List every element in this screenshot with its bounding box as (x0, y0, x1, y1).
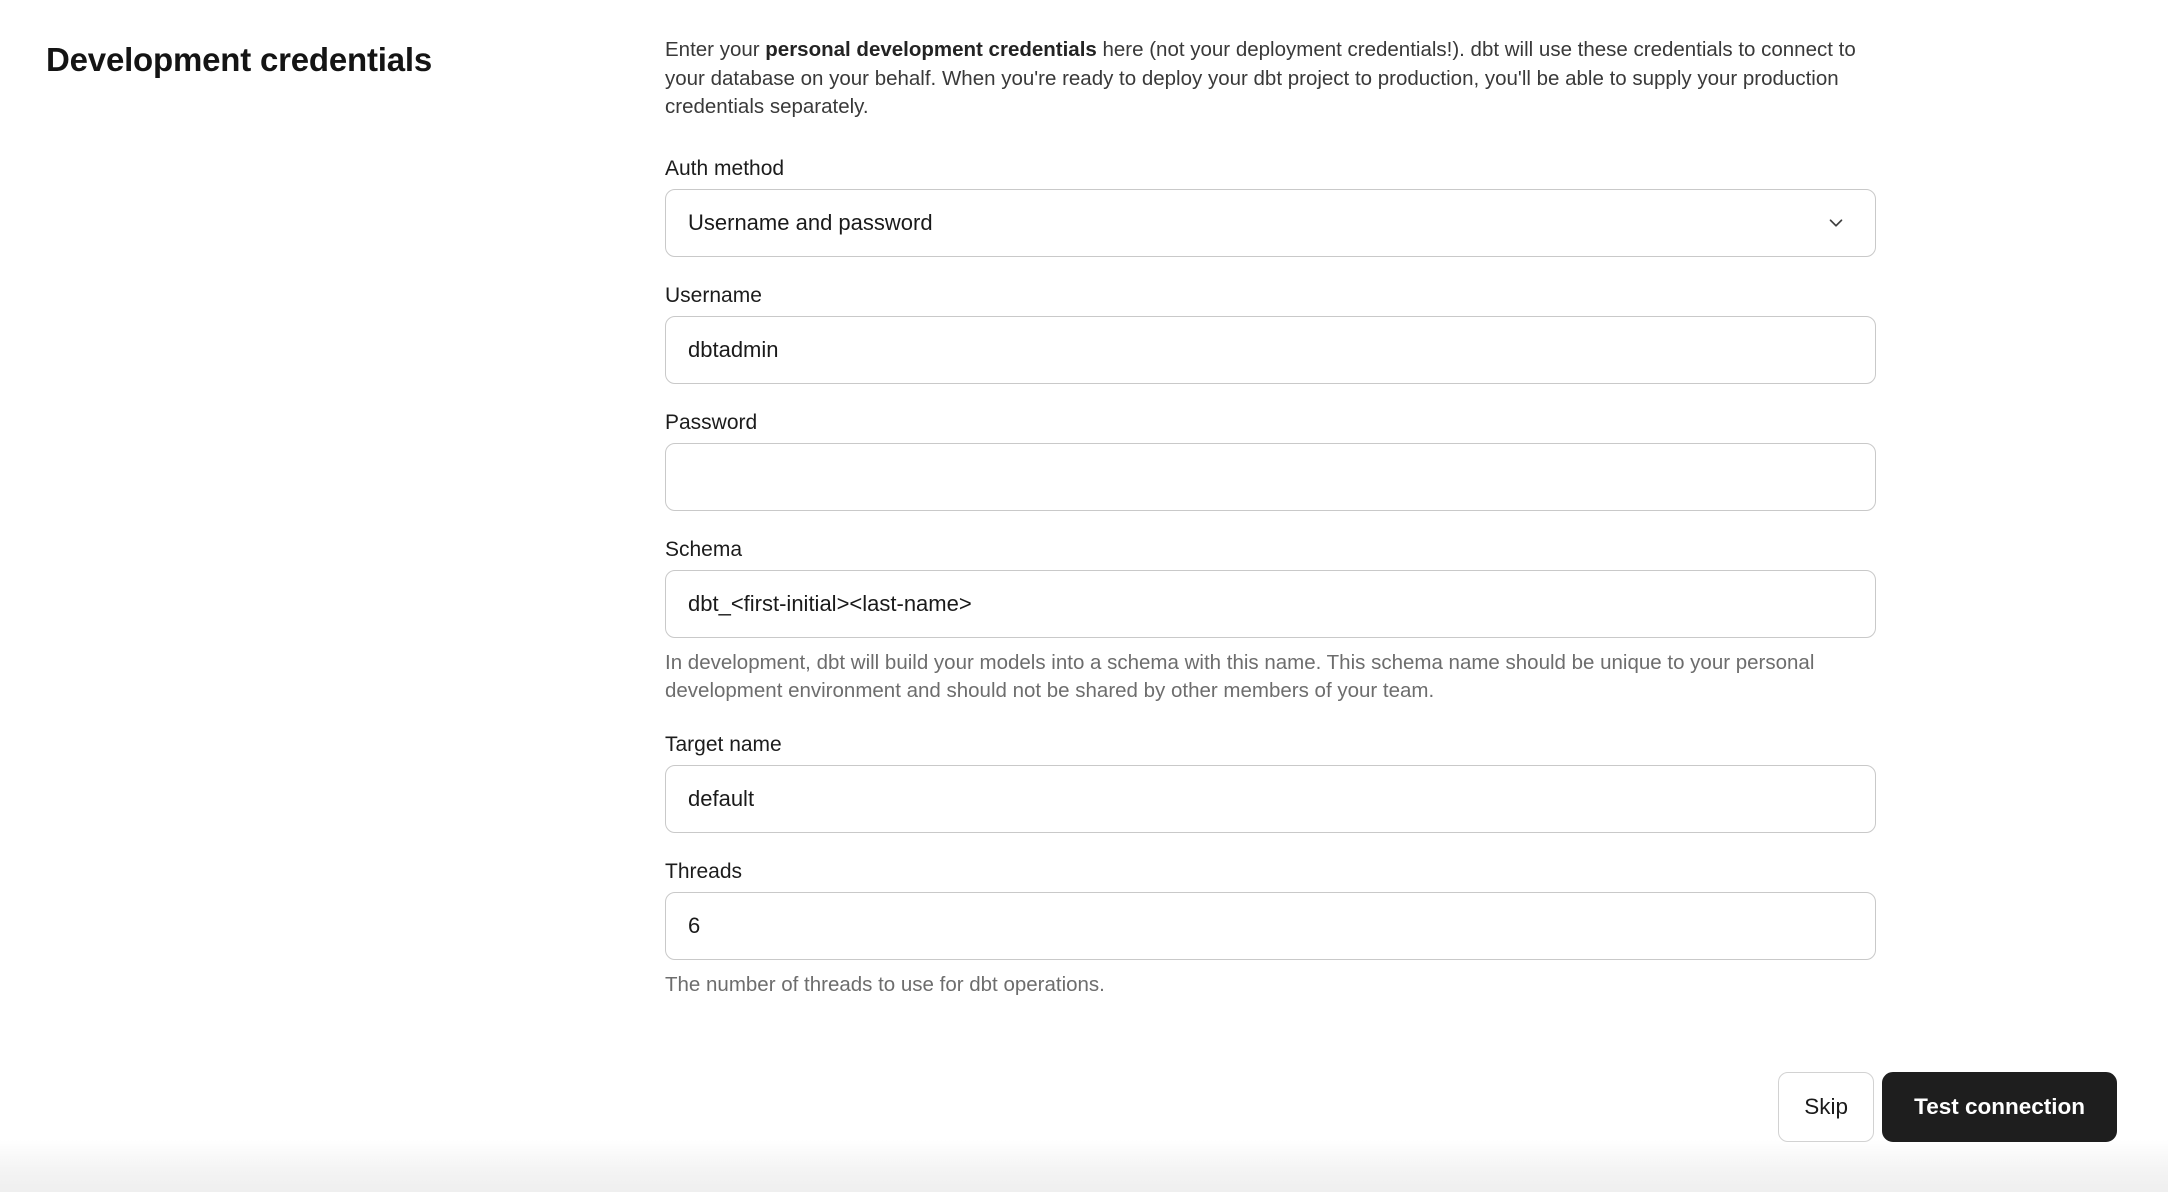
target-name-field (665, 733, 1876, 833)
username-input[interactable] (665, 316, 1876, 384)
schema-field (665, 538, 1876, 706)
threads-input[interactable] (665, 892, 1876, 960)
intro-text (665, 36, 1876, 122)
username-label: Username (665, 283, 762, 307)
password-field (665, 411, 1876, 511)
auth-method-selected-value: Username and password (688, 209, 933, 235)
auth-method-select[interactable] (665, 189, 1876, 257)
page-title: Development credentials (46, 41, 433, 78)
threads-label: Threads (665, 859, 743, 883)
auth-method-field (665, 157, 1876, 257)
footer-gradient (0, 1140, 2168, 1192)
schema-help-text: In development, dbt will build your models into a schema with this name. This schema name should be unique to your personal development environment and should not be shared by other members of your team. (665, 650, 1815, 702)
auth-method-label: Auth method (665, 156, 785, 180)
schema-input[interactable] (665, 570, 1876, 638)
password-label: Password (665, 410, 758, 434)
threads-field (665, 860, 1876, 1000)
schema-label: Schema (665, 537, 743, 561)
credentials-form (665, 36, 1876, 1026)
target-name-label: Target name (665, 732, 782, 756)
intro-text-prefix: Enter your (665, 38, 766, 61)
username-field (665, 284, 1876, 384)
skip-button[interactable]: Skip (1778, 1072, 1874, 1142)
chevron-down-icon (1825, 212, 1847, 234)
intro-text-bold: personal development credentials (765, 38, 1097, 61)
password-input[interactable] (665, 443, 1876, 511)
target-name-input[interactable] (665, 765, 1876, 833)
threads-help-text: The number of threads to use for dbt operations. (665, 972, 1105, 996)
test-connection-button[interactable]: Test connection (1882, 1072, 2117, 1142)
intro-text-suffix: here (not your deployment credentials!). dbt will use these credentials to connect to your database on your behalf. When you're ready to deploy your dbt project to production, you'll be able to supply your production credentials separately. (665, 38, 1856, 118)
